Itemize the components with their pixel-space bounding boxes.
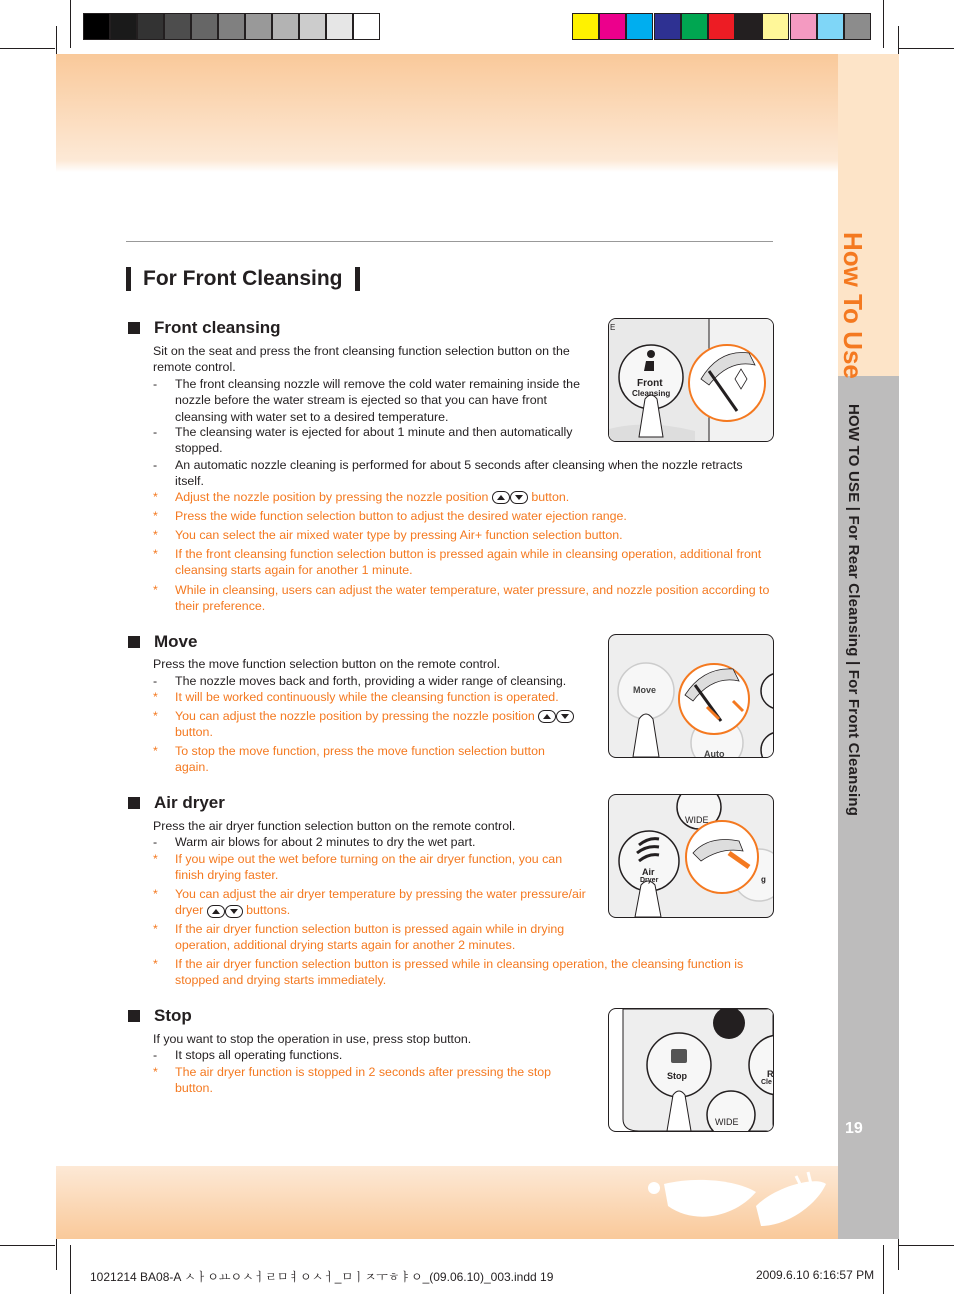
front-cleansing-heading: Front cleansing	[128, 318, 281, 338]
title-bar-left	[126, 267, 131, 291]
divider	[126, 241, 773, 242]
section-title	[126, 266, 360, 292]
move-intro: Press the move function selection button on the remote control.	[153, 657, 501, 671]
side-title: How To Use	[838, 232, 868, 379]
stop-button-label: Stop	[667, 1071, 687, 1081]
color-swatch	[735, 13, 762, 40]
color-swatch	[708, 13, 735, 40]
dryer-button-label: Dryer	[640, 877, 659, 884]
color-swatch	[790, 13, 817, 40]
wide-button-label: WIDE	[715, 1117, 739, 1127]
color-swatch	[137, 13, 164, 40]
nozzle-position-icon	[492, 491, 528, 504]
stop-note: * The air dryer function is stopped in 2 seconds after pressing the stop button.	[153, 1065, 552, 1096]
water-pressure-icon	[207, 905, 243, 918]
color-swatch	[110, 13, 137, 40]
footer-band	[56, 1166, 838, 1239]
air-dryer-heading: Air dryer	[128, 793, 225, 813]
cleansing-button-label: Cleansing	[632, 389, 671, 398]
decorative-leaves	[56, 1166, 838, 1239]
remote-illustration	[609, 1009, 773, 1131]
front-intro: Sit on the seat and press the front cleansing function selection button on the remote control.	[153, 344, 570, 375]
move-illustration	[608, 634, 774, 758]
stop-illustration	[608, 1008, 774, 1132]
side-button-label: R	[767, 1069, 774, 1079]
color-swatch	[681, 13, 708, 40]
page-number: 19	[845, 1120, 863, 1137]
edge-label: E	[610, 323, 616, 332]
color-swatch	[245, 13, 272, 40]
color-swatch	[164, 13, 191, 40]
footer-timestamp: 2009.6.10 6:16:57 PM	[756, 1268, 875, 1282]
color-swatch	[191, 13, 218, 40]
side-breadcrumb: HOW TO USE | For Rear Cleansing | For Front Cleansing	[845, 404, 862, 817]
color-swatch	[626, 13, 653, 40]
air-dryer-illustration	[608, 794, 774, 918]
front-note: * Press the wide function selection button to adjust the desired water ejection range.	[153, 509, 627, 523]
move-note: * It will be worked continuously while the cleansing function is operated.	[153, 690, 559, 704]
color-swatch	[654, 13, 681, 40]
color-swatch	[353, 13, 380, 40]
auto-button-label: Auto	[704, 749, 725, 758]
side-button-label: g	[761, 875, 766, 884]
front-bullet: - An automatic nozzle cleaning is performed for about 5 seconds after cleansing when the nozzle retracts itself.	[153, 458, 743, 489]
nozzle-position-icon	[538, 710, 574, 723]
header-band	[56, 54, 838, 172]
air-dryer-note: * If the air dryer function selection button is pressed while in cleansing operation, the cleansing function is stopped and drying starts immediately.	[153, 957, 744, 988]
move-note: * You can adjust the nozzle position by pressing the nozzle position button.	[153, 708, 593, 741]
front-note: * You can select the air mixed water type by pressing Air+ function selection button.	[153, 528, 623, 542]
title-bar-right	[355, 267, 360, 291]
front-button-label: Front	[637, 378, 663, 389]
air-dryer-bullet: - Warm air blows for about 2 minutes to dry the wet part.	[153, 835, 476, 849]
move-note: * To stop the move function, press the move function selection button again.	[153, 744, 545, 775]
wide-button-label: WIDE	[685, 815, 709, 825]
color-swatch	[83, 13, 110, 40]
air-dryer-note: * You can adjust the air dryer temperature by pressing the water pressure/air dryer buttons.	[153, 887, 586, 918]
air-dryer-note: * If you wipe out the wet before turning on the air dryer function, you can finish drying faster.	[153, 852, 563, 883]
air-button-label: Air	[642, 867, 655, 877]
air-dryer-intro: Press the air dryer function selection button on the remote control.	[153, 819, 516, 833]
footer-filename: 1021214 BA08-A ㅅㅏㅇㅛㅇㅅㅓㄹㅁㅕㅇㅅㅓ_ㅁㅣㅈㅜㅎㅑㅇ_(09.06.10)_003.indd 19	[90, 1270, 554, 1284]
remote-illustration	[609, 635, 773, 757]
move-heading: Move	[128, 632, 197, 652]
remote-illustration	[609, 319, 773, 441]
stop-intro: If you want to stop the operation in use, press stop button.	[153, 1032, 472, 1046]
color-swatch	[326, 13, 353, 40]
color-swatch	[762, 13, 789, 40]
color-swatch	[817, 13, 844, 40]
color-swatch	[299, 13, 326, 40]
color-swatch	[572, 13, 599, 40]
air-dryer-note: * If the air dryer function selection button is pressed again while in drying operation, additional drying starts again for another 2 minutes.	[153, 922, 565, 953]
move-bullet: - The nozzle moves back and forth, providing a wider range of cleansing.	[153, 674, 567, 688]
stop-heading: Stop	[128, 1006, 192, 1026]
front-note: * If the front cleansing function selection button is pressed again while in cleansing operation, additional front cleansing starts again for another 1 minute.	[153, 547, 762, 578]
front-note: * Adjust the nozzle position by pressing the nozzle position button.	[153, 490, 570, 504]
color-swatch	[272, 13, 299, 40]
stop-bullet: - It stops all operating functions.	[153, 1048, 343, 1062]
front-bullet: - The front cleansing nozzle will remove the cold water remaining inside the nozzle before the water stream is ejected so that you can have front cleansing with water set to a desired temperature.	[153, 377, 580, 424]
section-title-text: For Front Cleansing	[143, 267, 343, 290]
side-button-label-2: Cle	[761, 1079, 772, 1086]
front-note: * While in cleansing, users can adjust the water temperature, water pressure, and nozzle position according to their preference.	[153, 583, 770, 614]
move-button-label: Move	[633, 685, 657, 695]
remote-illustration	[609, 795, 773, 917]
front-bullet: - The cleansing water is ejected for about 1 minute and then automatically stopped.	[153, 425, 573, 456]
color-swatch	[599, 13, 626, 40]
color-swatch	[844, 13, 871, 40]
front-cleansing-illustration	[608, 318, 774, 442]
color-swatch	[218, 13, 245, 40]
